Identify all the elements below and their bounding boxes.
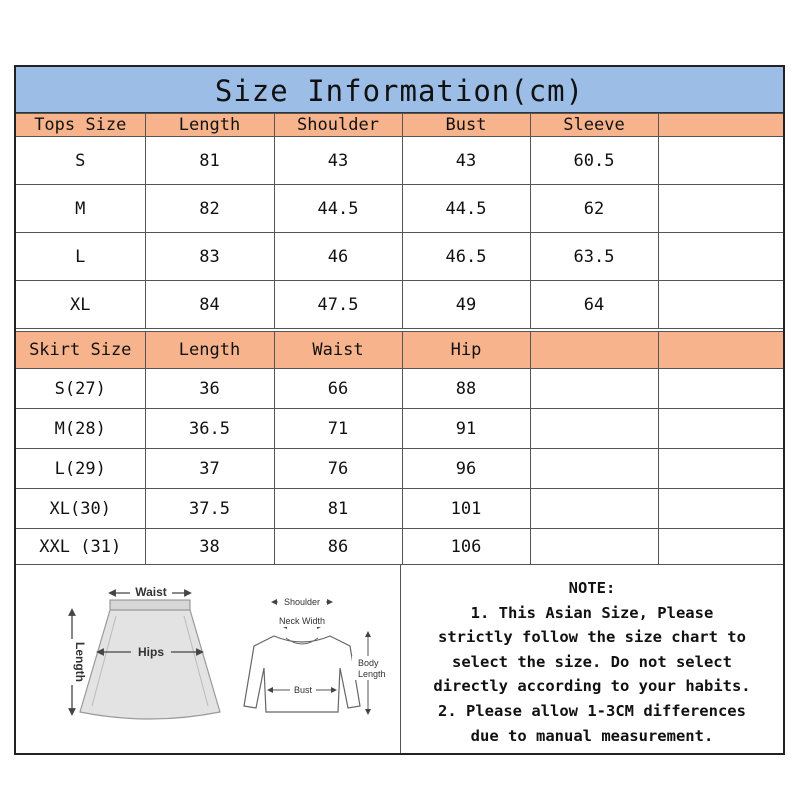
table-cell: 66 [274, 369, 402, 409]
table-cell: 81 [145, 137, 274, 185]
table-cell: 36 [145, 369, 274, 409]
header-cell [658, 332, 783, 369]
header-cell: Tops Size [16, 114, 145, 137]
skirt-size-table [16, 331, 783, 565]
table-cell: M(28) [16, 409, 145, 449]
header-cell: Waist [274, 332, 402, 369]
chart-title: Size Information(cm) [16, 67, 783, 113]
table-cell: XL(30) [16, 489, 145, 529]
table-cell: 37.5 [145, 489, 274, 529]
table-cell: 91 [402, 409, 530, 449]
header-cell: Length [145, 332, 274, 369]
table-cell: 88 [402, 369, 530, 409]
neck-width-label: Neck Width [278, 616, 326, 626]
table-cell: 46 [274, 233, 402, 281]
table-cell: 83 [145, 233, 274, 281]
table-cell: 96 [402, 449, 530, 489]
table-cell [530, 529, 658, 565]
table-cell: 84 [145, 281, 274, 329]
hips-label: Hips [137, 645, 165, 659]
table-cell: 71 [274, 409, 402, 449]
table-cell: 81 [274, 489, 402, 529]
table-cell: S [16, 137, 145, 185]
table-cell [658, 449, 783, 489]
table-cell: 38 [145, 529, 274, 565]
table-cell: 82 [145, 185, 274, 233]
table-row [16, 185, 783, 233]
table-cell: 47.5 [274, 281, 402, 329]
note-line: 1. This Asian Size, Please [470, 603, 714, 622]
table-row [16, 233, 783, 281]
note-line: directly according to your habits. [433, 677, 751, 696]
header-cell: Hip [402, 332, 530, 369]
waist-label: Waist [135, 585, 167, 599]
table-cell: 49 [402, 281, 530, 329]
table-cell: 63.5 [530, 233, 658, 281]
header-cell: Skirt Size [16, 332, 145, 369]
length-label: Length [73, 642, 87, 682]
note-line: 2. Please allow 1-3CM differences [438, 701, 746, 720]
measurement-illustration [16, 564, 401, 753]
table-cell [658, 281, 783, 329]
table-cell: 43 [274, 137, 402, 185]
table-row [16, 409, 783, 449]
top-icon [244, 636, 360, 712]
table-cell: 101 [402, 489, 530, 529]
bust-label: Bust [293, 685, 313, 695]
table-cell: 106 [402, 529, 530, 565]
measurement-diagram [16, 564, 400, 753]
table-cell [658, 233, 783, 281]
table-cell: 62 [530, 185, 658, 233]
tops-header-row [16, 114, 783, 137]
table-cell: 43 [402, 137, 530, 185]
skirt-icon [80, 600, 220, 719]
table-row [16, 281, 783, 329]
table-cell: 44.5 [274, 185, 402, 233]
table-cell [530, 369, 658, 409]
table-row [16, 449, 783, 489]
bottom-section [16, 564, 783, 753]
shoulder-label: Shoulder [283, 597, 321, 607]
table-cell [658, 489, 783, 529]
table-cell: L(29) [16, 449, 145, 489]
header-cell [658, 114, 783, 137]
table-cell [530, 409, 658, 449]
table-cell: M [16, 185, 145, 233]
table-cell [530, 489, 658, 529]
note-line: select the size. Do not select [452, 652, 732, 671]
note-line: due to manual measurement. [470, 726, 714, 745]
header-cell: Shoulder [274, 114, 402, 137]
table-row [16, 529, 783, 565]
header-cell: Length [145, 114, 274, 137]
header-cell: Sleeve [530, 114, 658, 137]
table-cell [658, 137, 783, 185]
header-cell: Bust [402, 114, 530, 137]
table-cell: 46.5 [402, 233, 530, 281]
table-cell: 60.5 [530, 137, 658, 185]
table-cell: 37 [145, 449, 274, 489]
table-cell [530, 449, 658, 489]
table-row [16, 489, 783, 529]
table-cell: S(27) [16, 369, 145, 409]
table-cell [658, 185, 783, 233]
table-cell: XXL (31) [16, 529, 145, 565]
table-row [16, 369, 783, 409]
table-cell: 64 [530, 281, 658, 329]
table-cell: XL [16, 281, 145, 329]
table-cell: 44.5 [402, 185, 530, 233]
table-cell: 36.5 [145, 409, 274, 449]
note-panel [401, 564, 783, 753]
note-heading: NOTE: [568, 579, 616, 597]
size-chart [14, 65, 785, 755]
note-line: strictly follow the size chart to [438, 628, 746, 647]
table-row [16, 137, 783, 185]
table-cell [658, 409, 783, 449]
skirt-header-row [16, 332, 783, 369]
table-cell [658, 369, 783, 409]
header-cell [530, 332, 658, 369]
table-cell: 86 [274, 529, 402, 565]
table-cell [658, 529, 783, 565]
table-cell: L [16, 233, 145, 281]
body-length-word-2: Length [358, 669, 386, 679]
body-length-word-1: Body [358, 658, 379, 668]
tops-size-table [16, 113, 783, 329]
table-cell: 76 [274, 449, 402, 489]
